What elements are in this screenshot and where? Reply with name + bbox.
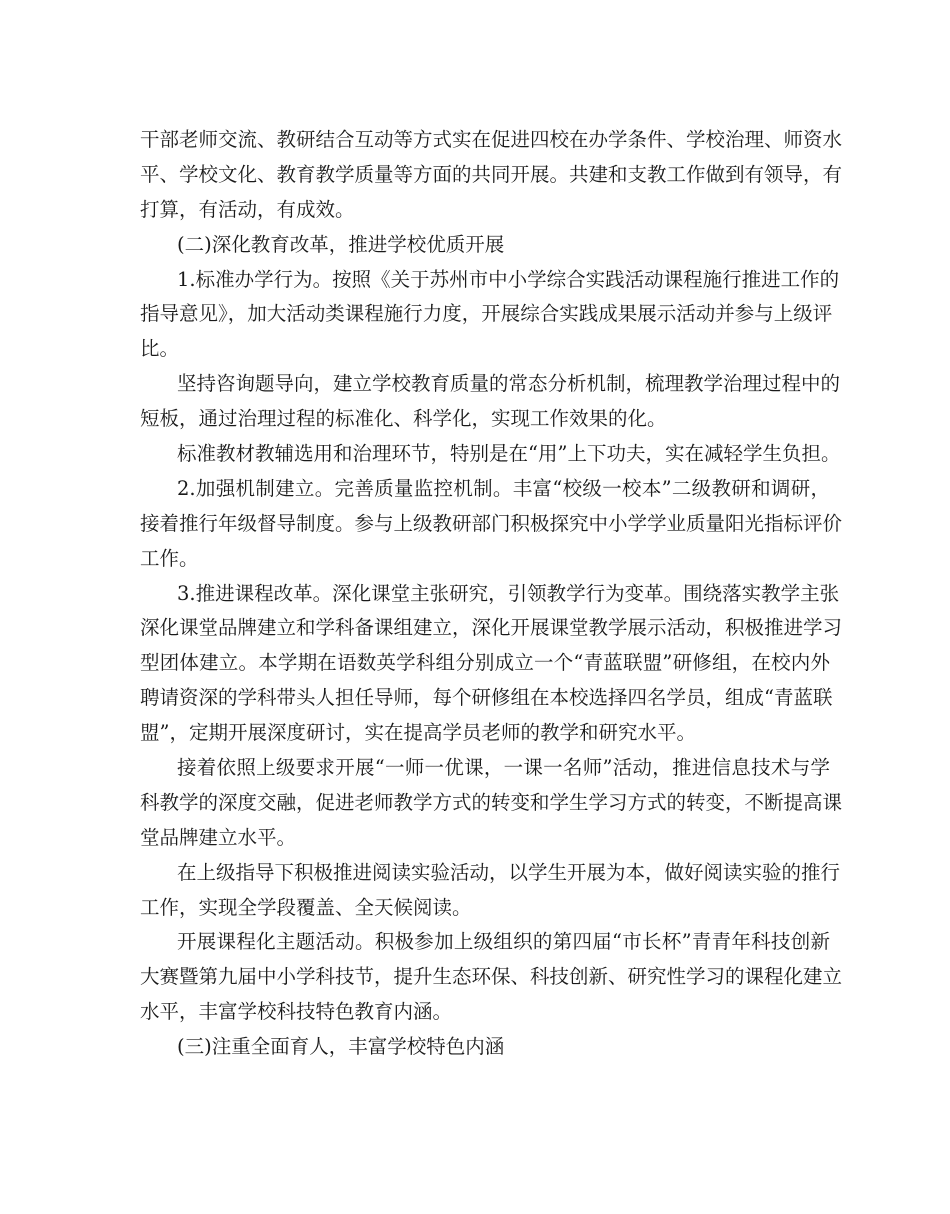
text-line: 2.加强机制建立。完善质量监控机制。丰富“校级一校本”二级教研和调研， — [177, 476, 830, 500]
text-line: 1.标准办学行为。按照《关于苏州市中小学综合实践活动课程施行推进工作的 — [177, 267, 840, 291]
text-line: 接着推行年级督导制度。参与上级教研部门积极探究中小学学业质量阳光指标评价 — [140, 511, 843, 535]
text-line: 干部老师交流、教研结合互动等方式实在促进四校在办学条件、学校治理、师资水 — [140, 128, 843, 151]
text-line: 3.推进课程改革。深化课堂主张研究，引领教学行为变革。围绕落实教学主张 — [177, 581, 840, 605]
text-line: 短板，通过治理过程的标准化、科学化，实现工作效果的化。 — [140, 407, 667, 431]
text-line: 大赛暨第九届中小学科技节，提升生态环保、科技创新、研究性学习的课程化建立 — [140, 965, 843, 989]
text-line: 打算，有活动，有成效。 — [140, 197, 355, 221]
section-heading: (二)深化教育改革，推进学校优质开展 — [177, 232, 505, 256]
text-line: 工作，实现全学段覆盖、全天候阅读。 — [140, 895, 472, 919]
text-line: 深化课堂品牌建立和学科备课组建立，深化开展课堂教学展示活动，积极推进学习 — [140, 616, 843, 640]
text-line: 科教学的深度交融，促进老师教学方式的转变和学生学习方式的转变，不断提高课 — [140, 790, 843, 814]
text-line: 堂品牌建立水平。 — [140, 825, 297, 849]
text-line: 开展课程化主题活动。积极参加上级组织的第四届“市长杯”青青年科技创新 — [177, 930, 830, 954]
section-heading: (三)注重全面育人，丰富学校特色内涵 — [177, 1035, 505, 1059]
text-line: 水平，丰富学校科技特色教育内涵。 — [140, 1000, 453, 1024]
text-line: 型团体建立。本学期在语数英学科组分别成立一个“青蓝联盟”研修组，在校内外 — [140, 651, 830, 675]
text-line: 聘请资深的学科带头人担任导师，每个研修组在本校选择四名学员，组成“青蓝联 — [140, 686, 833, 710]
text-line: 比。 — [140, 337, 180, 361]
text-line: 标准教材教辅选用和治理环节，特别是在“用”上下功夫，实在减轻学生负担。 — [177, 442, 841, 466]
text-line: 盟”，定期开展深度研讨，实在提高学员老师的教学和研究水平。 — [140, 721, 696, 745]
text-line: 指导意见》，加大活动类课程施行力度，开展综合实践成果展示活动并参与上级评 — [140, 302, 833, 326]
text-line: 接着依照上级要求开展“一师一优课，一课一名师”活动，推进信息技术与学 — [177, 756, 830, 780]
text-line: 工作。 — [140, 546, 199, 570]
text-line: 在上级指导下积极推进阅读实验活动，以学生开展为本，做好阅读实验的推行 — [177, 860, 841, 884]
text-line: 平、学校文化、教育教学质量等方面的共同开展。共建和支教工作做到有领导，有 — [140, 162, 843, 186]
document-body — [140, 123, 843, 1065]
text-line: 坚持咨询题导向，建立学校教育质量的常态分析机制，梳理教学治理过程中的 — [177, 372, 841, 396]
